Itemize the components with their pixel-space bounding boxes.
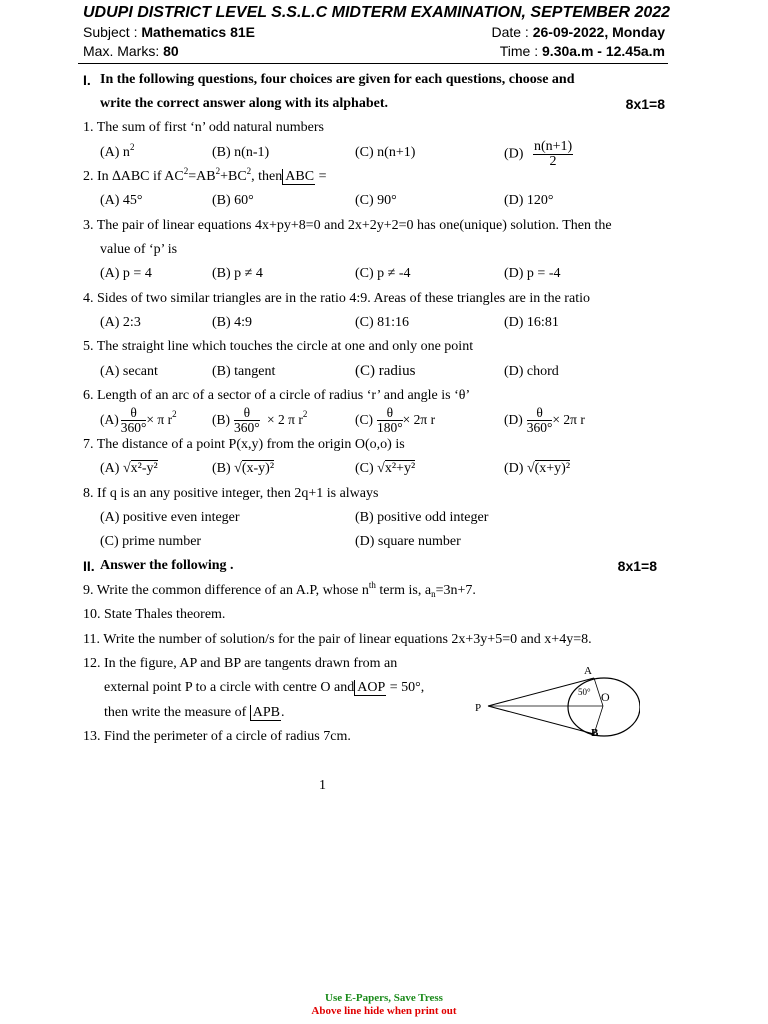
q1-option-a: (A) $n^2$ (100, 142, 135, 160)
question-12-line2: external point P to a circle with centre O and AOP = 50°, (104, 680, 425, 695)
question-13: 13. Find the perimeter of a circle of radius 7cm. (83, 729, 351, 744)
q2-option-a: (A) 45° (100, 193, 143, 208)
q4-option-d: (D) 16:81 (504, 315, 559, 330)
angle-abc: ABC (282, 169, 315, 185)
q3-option-c: (C) p ≠ -4 (355, 266, 411, 281)
q5-option-a: (A) secant (100, 364, 158, 379)
angle-apb: APB (250, 705, 281, 721)
question-8: 8. If q is an any positive integer, then 2q+1 is always (83, 486, 379, 501)
question-4: 4. Sides of two similar triangles are in the ratio 4:9. Areas of these triangles are in the ratio (83, 291, 590, 306)
exam-title: UDUPI DISTRICT LEVEL S.S.L.C MIDTERM EXAMINATION, SEPTEMBER 2022 (83, 4, 671, 21)
label-a: A (584, 665, 592, 677)
q4-option-b: (B) 4:9 (212, 315, 253, 330)
q4-option-a: (A) 2:3 (100, 315, 141, 330)
q1-option-c: (C) n(n+1) (355, 145, 416, 160)
q7-option-a: (A) √x²-y² (100, 461, 158, 476)
question-12-line3: then write the measure of APB. (104, 705, 285, 720)
label-o: O (601, 690, 610, 704)
section-2-title: Answer the following . (100, 558, 234, 573)
q1-option-b: (B) n(n-1) (212, 145, 270, 160)
q1-option-d: (D) $\frac{n(n+1)}{2}$ (504, 139, 573, 169)
q2-option-b: (B) 60° (212, 193, 254, 208)
q7-option-b: (B) √(x-y)² (212, 461, 275, 476)
date-line: Date : 26-09-2022, Monday (491, 24, 665, 40)
angle-aop: AOP (354, 680, 386, 696)
question-12: 12. In the figure, AP and BP are tangents drawn from an (83, 656, 398, 671)
section-1-number: I. (83, 72, 91, 88)
q7-option-d: (D) √(x+y)² (504, 461, 571, 476)
q2-option-d: (D) 120° (504, 193, 554, 208)
label-p: P (475, 702, 482, 714)
q3-option-d: (D) p = -4 (504, 266, 561, 281)
question-3: 3. The pair of linear equations 4x+py+8=0 and 2x+2y+2=0 has one(unique) solution. Then the (83, 218, 612, 233)
q3-option-b: (B) p ≠ 4 (212, 266, 263, 281)
q6-option-a: (A) $\frac{\theta}{360^\circ}$ × π $r^2$ (100, 405, 177, 435)
q8-option-a: (A) positive even integer (100, 510, 240, 525)
section-2-number: II. (83, 558, 95, 574)
page-number: 1 (319, 778, 326, 793)
question-1: 1. The sum of first ‘n’ odd natural numbers (83, 120, 324, 135)
q5-option-b: (B) tangent (212, 364, 276, 379)
q7-option-c: (C) √x²+y² (355, 461, 416, 476)
q8-option-d: (D) square number (355, 534, 461, 549)
tangent-figure (470, 660, 640, 740)
q2-option-c: (C) 90° (355, 193, 397, 208)
q8-option-b: (B) positive odd integer (355, 510, 489, 525)
subject-line: Subject : Mathematics 81E (83, 24, 255, 40)
header-divider (78, 63, 668, 64)
question-2: 2. In ∆ABC if $AC^2=AB^2+BC^2$, then ABC = (83, 166, 327, 184)
q4-option-c: (C) 81:16 (355, 315, 410, 330)
q5-option-d: (D) chord (504, 364, 559, 379)
label-angle: 50° (578, 687, 591, 697)
q5-option-c: (C) radius (355, 363, 416, 379)
q8-option-c: (C) prime number (100, 534, 202, 549)
section-2-marks: 8x1=8 (617, 558, 657, 574)
q6-option-d: (D) $\frac{\theta}{360^\circ}$ × 2π r (504, 405, 585, 435)
question-10: 10. State Thales theorem. (83, 607, 226, 622)
question-7: 7. The distance of a point P(x,y) from the origin O(o,o) is (83, 437, 405, 452)
footer-line-1: Use E-Papers, Save Tress (325, 992, 443, 1004)
tangent-pb (488, 706, 594, 734)
label-b: B (591, 727, 599, 739)
question-9: 9. Write the common difference of an A.P, whose $n^{th}$ term is, $a_n=3n+7$. (83, 580, 476, 599)
q3-option-a: (A) p = 4 (100, 266, 152, 281)
q6-option-b: (B) $\frac{\theta}{360^\circ}$ × 2 π $r^2$ (212, 405, 308, 435)
question-5: 5. The straight line which touches the circle at one and only one point (83, 339, 474, 354)
question-11: 11. Write the number of solution/s for the pair of linear equations 2x+3y+5=0 and x+4y=8. (83, 632, 592, 647)
question-3-line2: value of ‘p’ is (100, 242, 178, 257)
section-1-marks: 8x1=8 (625, 96, 665, 112)
section-1-instruction: In the following questions, four choices are given for each questions, choose and (100, 72, 575, 87)
question-6: 6. Length of an arc of a sector of a circle of radius ‘r’ and angle is ‘θ’ (83, 388, 471, 403)
time-line: Time : 9.30a.m - 12.45a.m (499, 43, 665, 59)
section-1-instruction-line2: write the correct answer along with its alphabet. (100, 96, 388, 111)
footer-line-2: Above line hide when print out (311, 1005, 457, 1017)
max-marks-line: Max. Marks: 80 (83, 43, 179, 59)
q6-option-c: (C) $\frac{\theta}{180^\circ}$ × 2π r (355, 405, 436, 435)
